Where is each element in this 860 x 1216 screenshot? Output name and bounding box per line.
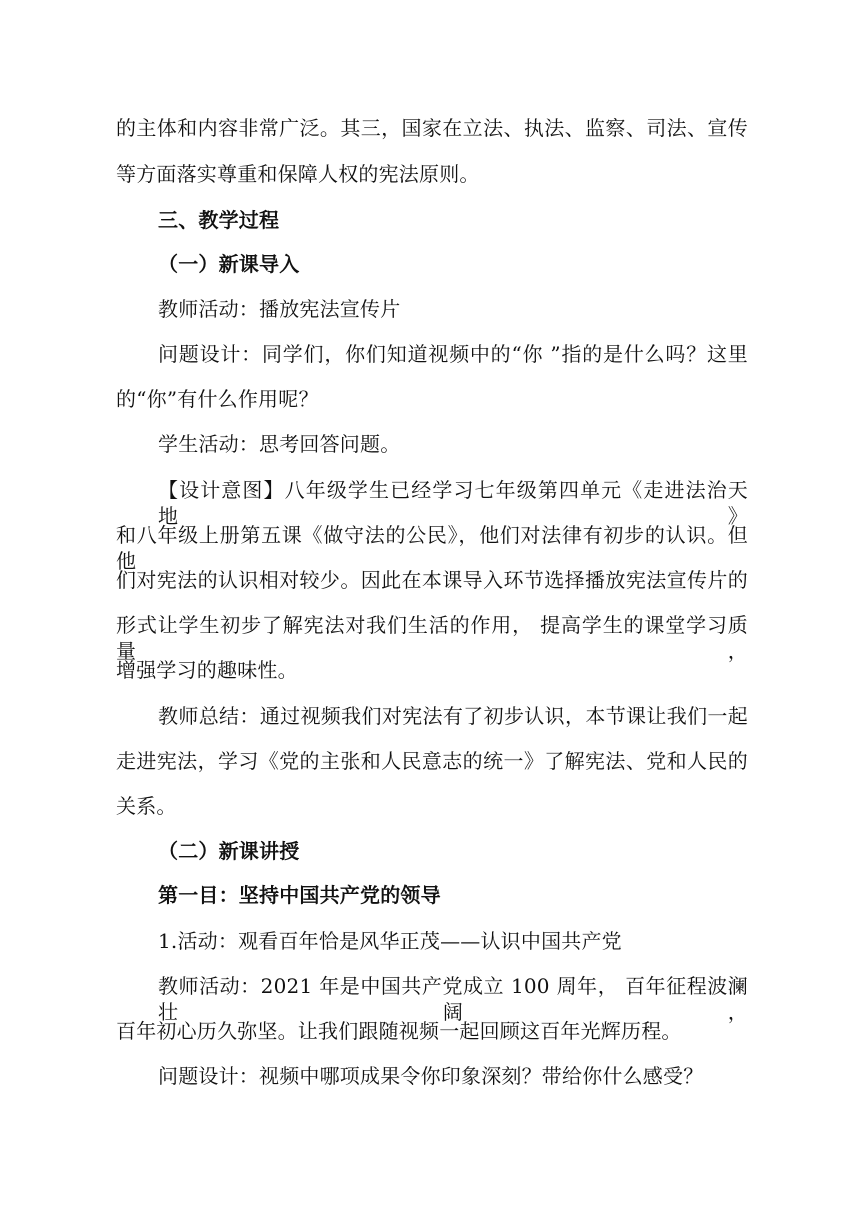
paragraph-line: 教师活动：播放宪法宣传片 xyxy=(158,297,401,321)
paragraph-line: 教师活动：2021 年是中国共产党成立 100 周年， 百年征程波澜壮阔， xyxy=(158,974,748,1024)
topic-heading: 第一目：坚持中国共产党的领导 xyxy=(158,883,441,907)
paragraph-line: 学生活动：思考回答问题。 xyxy=(158,432,401,456)
paragraph-line: 教师总结：通过视频我们对宪法有了初步认识，本节课让我们一起 xyxy=(158,704,748,728)
paragraph-line: 1.活动：观看百年恰是风华正茂——认识中国共产党 xyxy=(158,929,622,953)
paragraph-line: 【设计意图】八年级学生已经学习七年级第四单元《走进法治天地》 xyxy=(158,478,748,528)
paragraph-line: 等方面落实尊重和保障人权的宪法原则。 xyxy=(116,162,480,186)
subsection-heading: （二）新课讲授 xyxy=(158,839,300,863)
paragraph-line: 走进宪法，学习《党的主张和人民意志的统一》了解宪法、党和人民的 xyxy=(116,749,748,773)
paragraph-line: 问题设计：同学们，你们知道视频中的“你 ”指的是什么吗？这里 xyxy=(158,342,748,366)
paragraph-line: 的“你”有什么作用呢？ xyxy=(116,387,319,411)
paragraph-line: 和八年级上册第五课《做守法的公民》，他们对法律有初步的认识。但他 xyxy=(116,523,748,573)
paragraph-line: 问题设计：视频中哪项成果令你印象深刻？带给你什么感受？ xyxy=(158,1064,704,1088)
subsection-heading: （一）新课导入 xyxy=(158,252,300,276)
paragraph-line: 形式让学生初步了解宪法对我们生活的作用， 提高学生的课堂学习质量， xyxy=(116,613,748,663)
section-heading: 三、教学过程 xyxy=(158,208,280,232)
paragraph-line: 关系。 xyxy=(116,794,177,818)
paragraph-line: 的主体和内容非常广泛。其三，国家在立法、执法、监察、司法、宣传 xyxy=(116,116,748,140)
paragraph-line: 增强学习的趣味性。 xyxy=(116,658,298,682)
paragraph-line: 们对宪法的认识相对较少。因此在本课导入环节选择播放宪法宣传片的 xyxy=(116,568,748,592)
paragraph-line: 百年初心历久弥坚。让我们跟随视频一起回顾这百年光辉历程。 xyxy=(116,1019,682,1043)
